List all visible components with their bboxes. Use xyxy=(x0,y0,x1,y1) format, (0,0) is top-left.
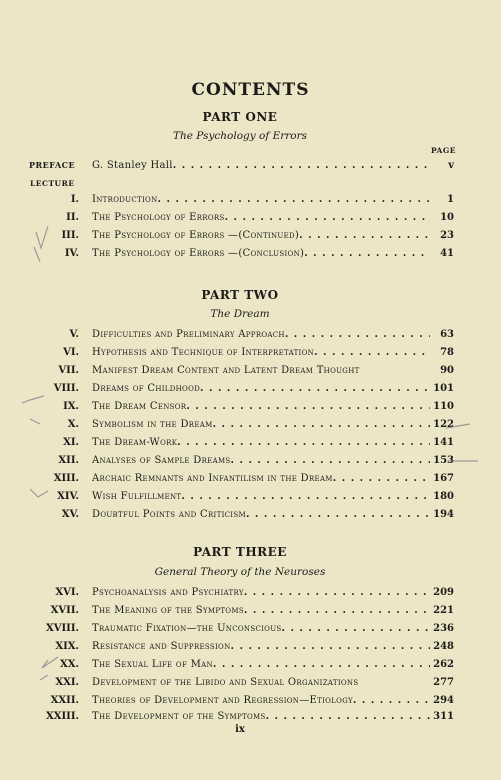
entry-title: Doubtful Points and Criticism . . . xyxy=(92,509,430,520)
page-number: ix xyxy=(235,724,245,735)
entry-page: v xyxy=(448,160,454,171)
entry-page: 209 xyxy=(433,587,454,598)
entry-number: XVII. xyxy=(50,605,79,616)
entry-title: Traumatic Fixation—the Unconscious . . . xyxy=(92,623,430,634)
entry-page: 221 xyxy=(433,605,454,616)
entry-title: Wish Fulfillment . . . xyxy=(92,491,430,502)
entry-page: 10 xyxy=(440,212,454,223)
entry-title: Archaic Remnants and Infantilism in the Dream . . . xyxy=(92,473,430,484)
entry-page: 23 xyxy=(440,230,454,241)
entry-number: XV. xyxy=(61,509,79,520)
entry-page: 277 xyxy=(433,677,454,688)
entry-title: The Psychology of Errors —(Conclusion) . . . xyxy=(92,248,430,259)
lecture-column-header: LECTURE xyxy=(30,179,75,188)
entry-page: 78 xyxy=(440,347,454,358)
entry-page: 101 xyxy=(433,383,454,394)
entry-number: III. xyxy=(61,230,79,241)
entry-title: The Dream Censor . . . xyxy=(92,401,430,412)
entry-number: I. xyxy=(70,194,79,205)
entry-title: The Sexual Life of Man . . . xyxy=(92,659,430,670)
entry-number: X. xyxy=(67,419,79,430)
entry-title: The Dream-Work . . . xyxy=(92,437,430,448)
entry-number: XI. xyxy=(63,437,79,448)
entry-page: 122 xyxy=(433,419,454,430)
entry-number: VI. xyxy=(63,347,79,358)
entry-number: IX. xyxy=(63,401,79,412)
entry-number: VII. xyxy=(58,365,79,376)
entry-number: XIV. xyxy=(57,491,79,502)
entry-number: XXII. xyxy=(50,695,79,706)
entry-title: Theories of Development and Regression—Etiology . . . xyxy=(92,695,430,706)
entry-number: V. xyxy=(69,329,79,340)
part-one-title: PART ONE xyxy=(202,110,278,124)
entry-page: 248 xyxy=(433,641,454,652)
entry-title: Manifest Dream Content and Latent Dream Thought xyxy=(92,365,360,376)
entry-number: IV. xyxy=(64,248,79,259)
entry-page: 153 xyxy=(433,455,454,466)
entry-page: 110 xyxy=(433,401,454,412)
part-one-subtitle: The Psychology of Errors xyxy=(172,130,308,142)
entry-page: 194 xyxy=(433,509,454,520)
entry-title: The Psychology of Errors —(Continued) . . . xyxy=(92,230,430,241)
entry-page: 167 xyxy=(433,473,454,484)
entry-title: G. Stanley Hall . . . xyxy=(92,160,430,171)
entry-title: The Psychology of Errors . . . xyxy=(92,212,430,223)
entry-number: PREFACE xyxy=(29,160,76,170)
part-three-title: PART THREE xyxy=(193,545,287,559)
entry-page: 236 xyxy=(433,623,454,634)
part-two-subtitle: The Dream xyxy=(210,308,270,320)
entry-number: XXI. xyxy=(55,677,79,688)
entry-number: VIII. xyxy=(53,383,79,394)
entry-title: Analyses of Sample Dreams . . . xyxy=(92,455,430,466)
entry-number: XVIII. xyxy=(45,623,79,634)
entry-page: 41 xyxy=(440,248,454,259)
entry-page: 311 xyxy=(433,711,454,722)
entry-page: 90 xyxy=(440,365,454,376)
entry-title: Symbolism in the Dream . . . xyxy=(92,419,430,430)
part-three-subtitle: General Theory of the Neuroses xyxy=(154,566,326,578)
part-two-title: PART TWO xyxy=(201,288,279,302)
entry-number: XIX. xyxy=(55,641,79,652)
entry-title: Development of the Libido and Sexual Organizations xyxy=(92,677,359,688)
entry-title: Resistance and Suppression . . . xyxy=(92,641,430,652)
entry-title: Difficulties and Preliminary Approach . . . xyxy=(92,329,430,340)
entry-title: Psychoanalysis and Psychiatry . . . xyxy=(92,587,430,598)
entry-page: 294 xyxy=(433,695,454,706)
entry-page: 1 xyxy=(447,194,454,205)
entry-page: 180 xyxy=(433,491,454,502)
entry-number: XVI. xyxy=(55,587,79,598)
entry-page: 63 xyxy=(440,329,454,340)
entry-number: XX. xyxy=(60,659,79,670)
entry-title: Hypothesis and Technique of Interpretation . . . xyxy=(92,347,430,358)
entry-title: Introduction . . . xyxy=(92,194,430,205)
page-column-header: PAGE xyxy=(430,146,456,155)
entry-page: 141 xyxy=(433,437,454,448)
entry-title: The Development of the Symptoms . . . xyxy=(92,711,430,722)
entry-page: 262 xyxy=(433,659,454,670)
entry-title: The Meaning of the Symptoms . . . xyxy=(92,605,430,616)
entry-number: XXIII. xyxy=(45,711,79,722)
entry-number: II. xyxy=(66,212,79,223)
contents-heading: CONTENTS xyxy=(191,80,310,100)
entry-title: Dreams of Childhood . . . xyxy=(92,383,430,394)
entry-number: XII. xyxy=(58,455,79,466)
entry-number: XIII. xyxy=(53,473,79,484)
